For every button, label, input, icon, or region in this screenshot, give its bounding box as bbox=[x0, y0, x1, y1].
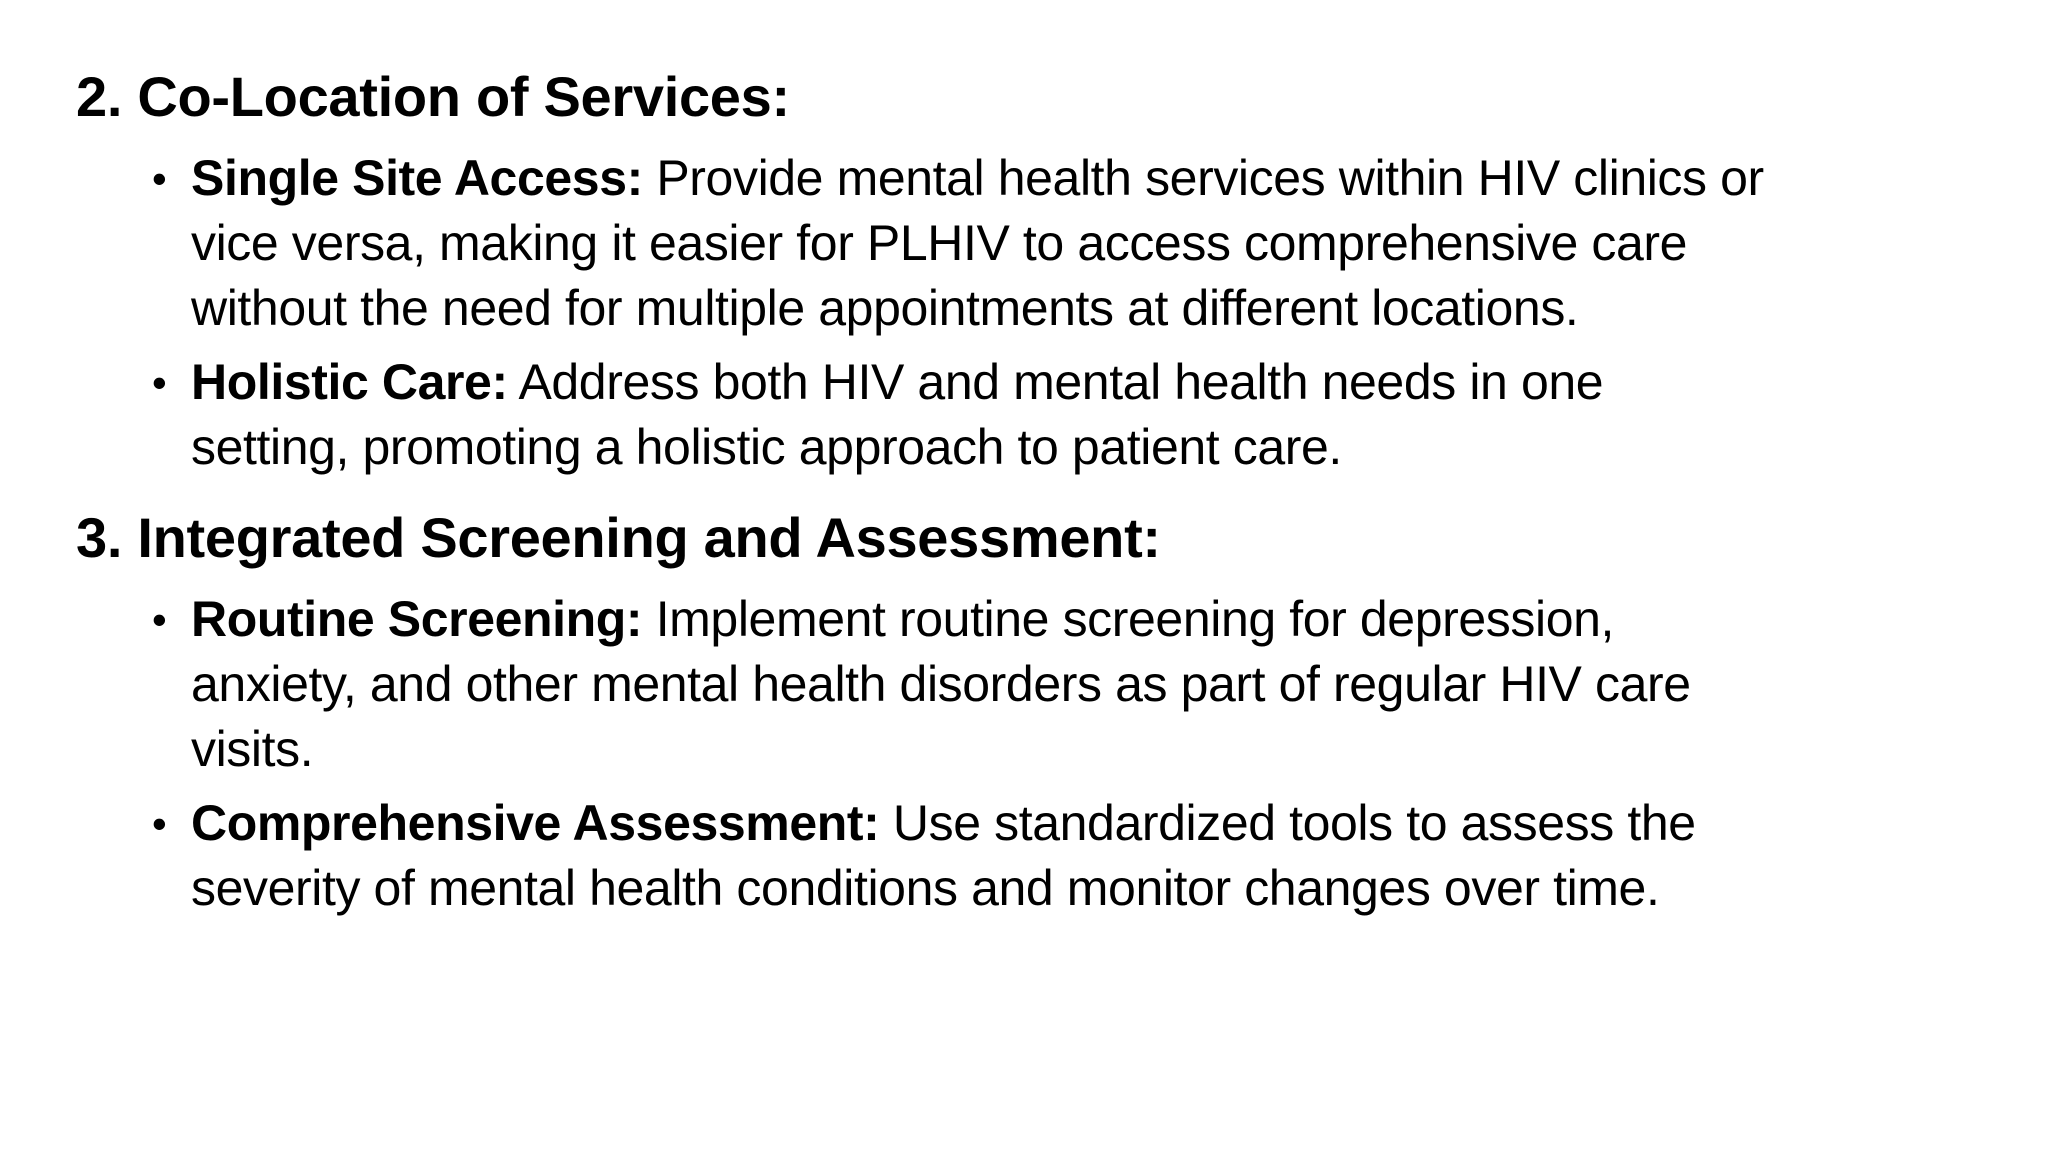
bullet-single-site-access bbox=[152, 146, 1931, 341]
bullet-icon: • bbox=[152, 359, 167, 406]
bullet-routine-screening bbox=[152, 587, 1931, 782]
bullet-text-line: vice versa, making it easier for PLHIV to access comprehensive care bbox=[191, 215, 1688, 271]
bullet-term: Comprehensive Assessment: bbox=[191, 795, 880, 851]
section-heading-integrated-screening: 3. Integrated Screening and Assessment: bbox=[76, 506, 1161, 569]
bullet-holistic-care bbox=[152, 350, 1931, 480]
bullet-text-line: visits. bbox=[191, 721, 314, 777]
bullet-icon: • bbox=[152, 800, 167, 847]
bullet-term: Routine Screening: bbox=[191, 591, 643, 647]
section-heading-co-location: 2. Co-Location of Services: bbox=[76, 65, 790, 128]
bullet-comprehensive-assessment bbox=[152, 791, 1931, 921]
bullet-term: Holistic Care: bbox=[191, 354, 508, 410]
bullet-text-line: Use standardized tools to assess the bbox=[892, 795, 1696, 851]
bullet-icon: • bbox=[152, 155, 167, 202]
bullet-text-line: Address both HIV and mental health needs in one bbox=[518, 354, 1604, 410]
bullet-text-line: Implement routine screening for depression, bbox=[655, 591, 1615, 647]
bullet-term: Single Site Access: bbox=[191, 150, 643, 206]
bullet-text-line: anxiety, and other mental health disorders as part of regular HIV care bbox=[191, 656, 1691, 712]
bullet-text-line: setting, promoting a holistic approach to patient care. bbox=[191, 419, 1342, 475]
bullet-text-line: Provide mental health services within HIV clinics or bbox=[656, 150, 1764, 206]
bullet-text-line: severity of mental health conditions and monitor changes over time. bbox=[191, 860, 1660, 916]
bullet-text-line: without the need for multiple appointments at different locations. bbox=[191, 280, 1579, 336]
bullet-icon: • bbox=[152, 596, 167, 643]
